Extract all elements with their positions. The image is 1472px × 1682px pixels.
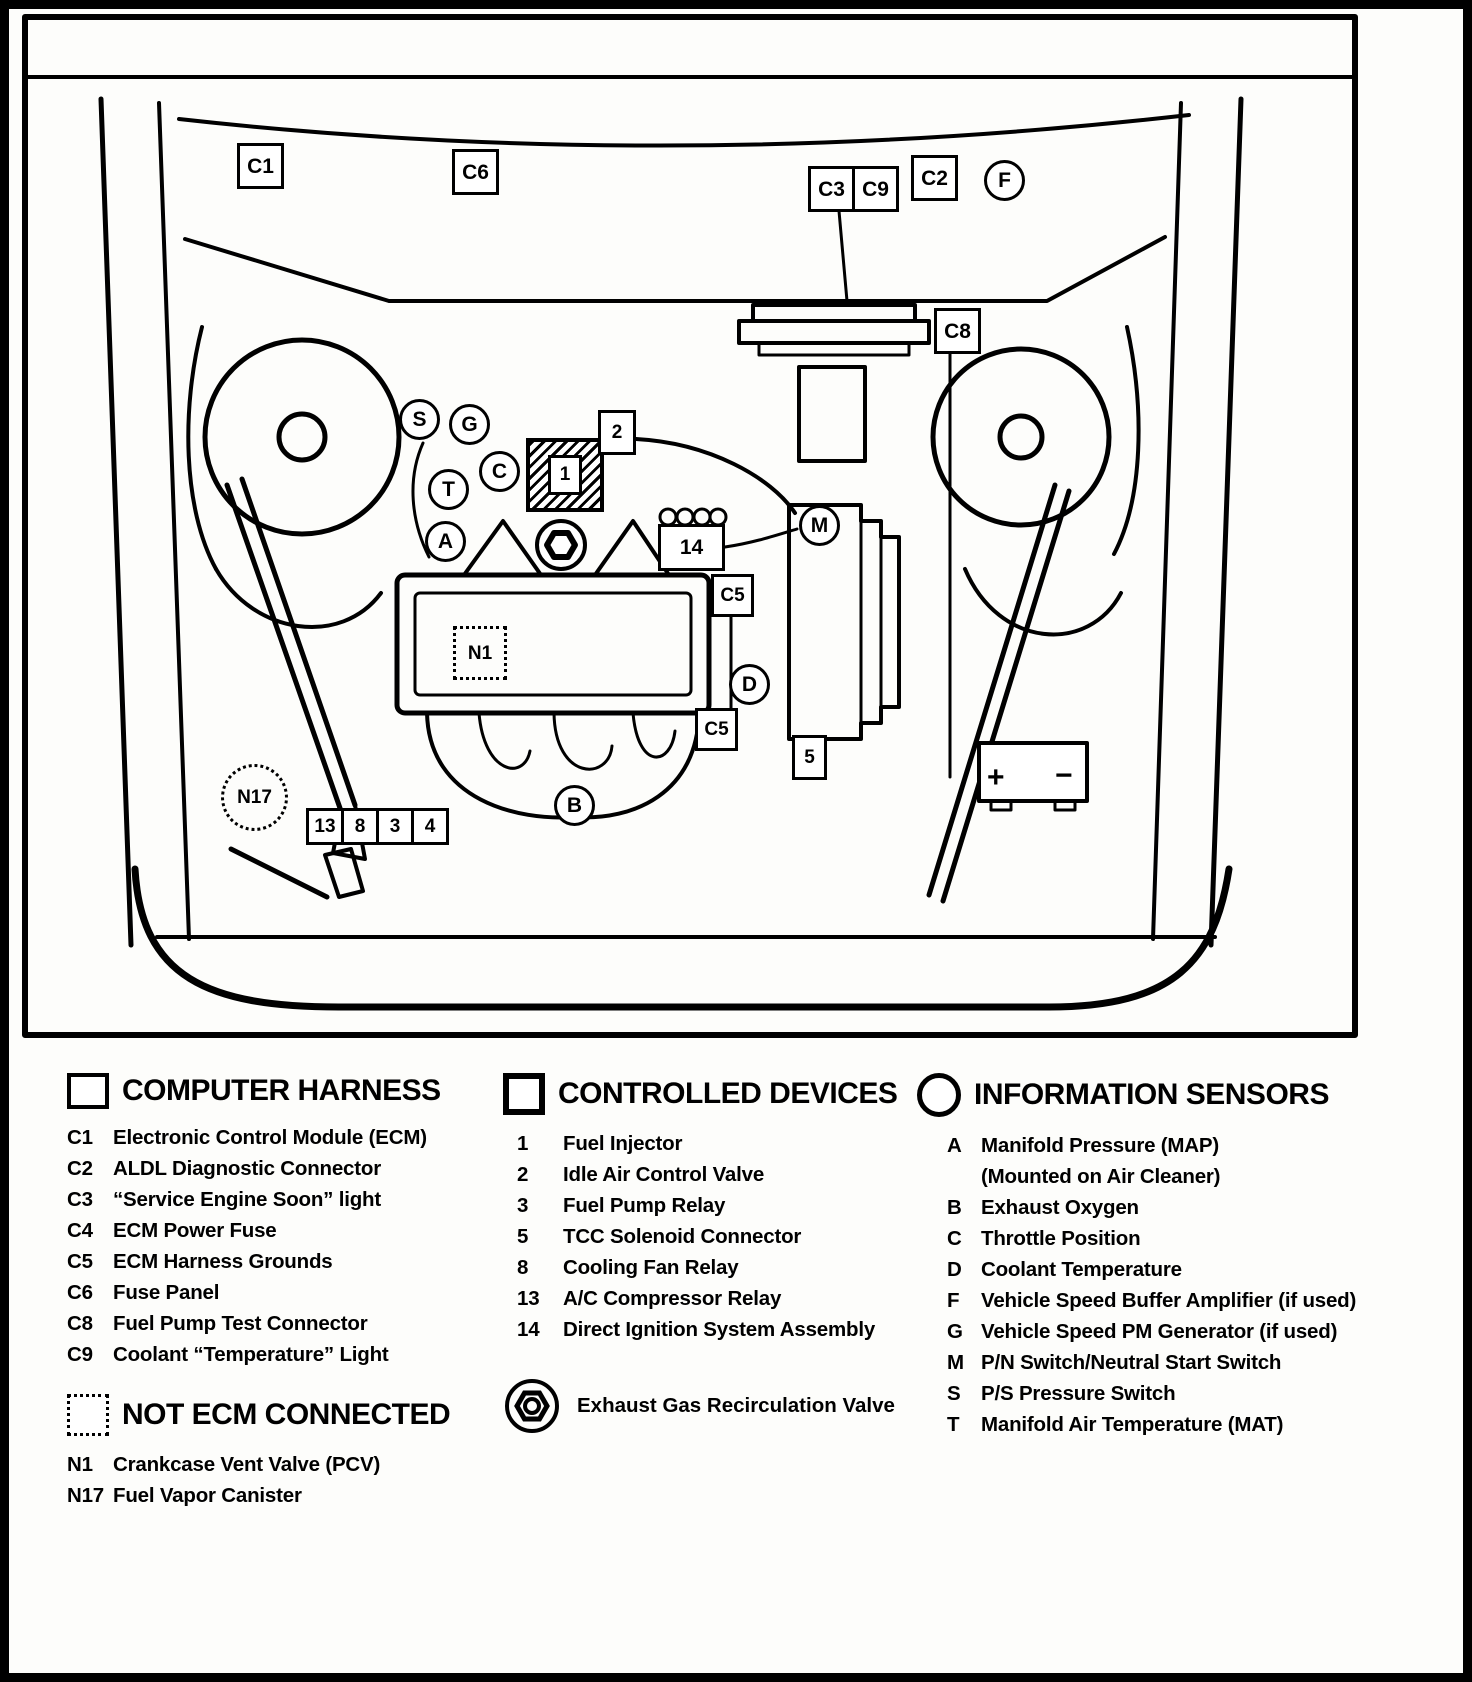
dis-assembly-bolts	[660, 509, 726, 525]
legend-item-key: 2	[517, 1163, 529, 1186]
legend-item	[947, 1316, 1377, 1347]
callout-c5-lower-box: C5	[695, 708, 738, 751]
callout-c6-box: C6	[452, 149, 499, 195]
legend-item-label: Idle Air Control Valve	[563, 1163, 765, 1186]
legend-computer-harness	[67, 1073, 497, 1511]
legend-item	[517, 1221, 913, 1252]
callout-c1-box: C1	[237, 143, 284, 189]
information-sensors-items	[947, 1130, 1377, 1440]
legend-item-key: 13	[517, 1287, 540, 1310]
legend-item	[517, 1314, 913, 1345]
legend-item-key: C	[947, 1227, 962, 1250]
legend-item-key: C3	[67, 1188, 93, 1211]
left-wheel-housing	[188, 327, 399, 859]
legend-item	[67, 1277, 497, 1308]
legend-item-key: 1	[517, 1132, 529, 1155]
legend-item-label: Fuel Vapor Canister	[113, 1484, 302, 1507]
legend-item-label: Fuel Pump Test Connector	[113, 1312, 368, 1335]
not-ecm-header	[67, 1394, 497, 1436]
callout-n17-dotted-circle: N17	[221, 764, 288, 831]
legend-item	[517, 1159, 913, 1190]
legend-item	[947, 1285, 1377, 1316]
legend-item	[517, 1190, 913, 1221]
legend-item	[947, 1378, 1377, 1409]
computer-harness-items	[67, 1122, 497, 1370]
callout-8-box: 8	[341, 808, 379, 845]
legend-item-key: S	[947, 1382, 961, 1405]
legend-item	[947, 1223, 1377, 1254]
callout-c8-box: C8	[934, 308, 981, 354]
legend-item-line2: (Mounted on Air Cleaner)	[981, 1165, 1221, 1188]
callout-n1-dotted-box: N1	[453, 626, 507, 680]
legend-item-label: Vehicle Speed PM Generator (if used)	[981, 1320, 1338, 1343]
legend-item-key: 3	[517, 1194, 529, 1217]
legend-item	[517, 1128, 913, 1159]
legend-item	[947, 1192, 1377, 1223]
legend-item-label: Fuel Pump Relay	[563, 1194, 726, 1217]
legend-item	[947, 1254, 1377, 1285]
legend-item-label: Coolant “Temperature” Light	[113, 1343, 389, 1366]
legend-item-key: N17	[67, 1484, 105, 1507]
legend-item-label: Fuel Injector	[563, 1132, 683, 1155]
legend-item-label	[981, 1130, 1373, 1192]
callout-1-hatched-box	[526, 438, 604, 512]
legend-item-label: ECM Power Fuse	[113, 1219, 277, 1242]
controlled-devices-title: CONTROLLED DEVICES	[558, 1077, 898, 1110]
legend-item-label: Throttle Position	[981, 1227, 1141, 1250]
information-sensors-header	[917, 1073, 1377, 1117]
callout-g-circle: G	[449, 404, 490, 445]
legend-item-key: G	[947, 1320, 963, 1343]
legend-item-key: A	[947, 1134, 962, 1157]
legend	[9, 1049, 1472, 1682]
legend-item-key: N1	[67, 1453, 93, 1476]
legend-item-label: P/S Pressure Switch	[981, 1382, 1176, 1405]
legend-item	[67, 1339, 497, 1370]
legend-item	[67, 1122, 497, 1153]
callout-c9-box: C9	[852, 166, 899, 212]
legend-item	[67, 1215, 497, 1246]
legend-item-label: TCC Solenoid Connector	[563, 1225, 802, 1248]
legend-item	[947, 1347, 1377, 1378]
not-ecm-items	[67, 1449, 497, 1511]
egr-legend-label: Exhaust Gas Recirculation Valve	[577, 1394, 895, 1417]
egr-valve-symbol	[537, 521, 585, 569]
air-intake-assembly	[739, 305, 929, 461]
legend-item-key: M	[947, 1351, 964, 1374]
callout-a-circle: A	[425, 521, 466, 562]
legend-item	[67, 1246, 497, 1277]
legend-item-key: 8	[517, 1256, 529, 1279]
legend-item-key: C5	[67, 1250, 93, 1273]
legend-item-key: 5	[517, 1225, 529, 1248]
legend-item-label: Direct Ignition System Assembly	[563, 1318, 876, 1341]
controlled-devices-items	[517, 1128, 913, 1345]
legend-item-key: C2	[67, 1157, 93, 1180]
legend-item-label: Manifold Air Temperature (MAT)	[981, 1413, 1284, 1436]
egr-legend-row	[503, 1377, 913, 1435]
engine-compartment-diagram	[9, 9, 1472, 1049]
legend-item-key: D	[947, 1258, 962, 1281]
legend-item-key: C6	[67, 1281, 93, 1304]
callout-t-circle: T	[428, 469, 469, 510]
legend-item-key: C9	[67, 1343, 93, 1366]
legend-item-label: ECM Harness Grounds	[113, 1250, 333, 1273]
computer-harness-header	[67, 1073, 497, 1109]
legend-item-key: B	[947, 1196, 962, 1219]
legend-item-label: “Service Engine Soon” light	[113, 1188, 381, 1211]
legend-item-label: Coolant Temperature	[981, 1258, 1182, 1281]
legend-item	[67, 1153, 497, 1184]
harness-square-icon	[67, 1073, 109, 1109]
callout-5-box: 5	[792, 735, 827, 780]
callout-c-circle: C	[479, 451, 520, 492]
callout-f-circle: F	[984, 160, 1025, 201]
legend-item	[67, 1480, 497, 1511]
legend-item	[67, 1449, 497, 1480]
callout-c3-box: C3	[808, 166, 855, 212]
battery-plus-terminal: +	[987, 761, 1005, 794]
legend-controlled-devices	[503, 1073, 913, 1435]
callout-d-circle: D	[729, 664, 770, 705]
not-ecm-title: NOT ECM CONNECTED	[122, 1398, 451, 1431]
legend-item-key: T	[947, 1413, 960, 1436]
controlled-devices-header	[503, 1073, 913, 1115]
legend-item	[947, 1409, 1377, 1440]
legend-item-key: 14	[517, 1318, 540, 1341]
legend-item-label: Vehicle Speed Buffer Amplifier (if used)	[981, 1289, 1357, 1312]
legend-item	[517, 1283, 913, 1314]
legend-item-label: ALDL Diagnostic Connector	[113, 1157, 381, 1180]
legend-item-line1: Manifold Pressure (MAP)	[981, 1134, 1220, 1157]
legend-item-label: Fuse Panel	[113, 1281, 220, 1304]
legend-item-key: F	[947, 1289, 960, 1312]
callout-2-box: 2	[598, 410, 636, 455]
legend-item-label: P/N Switch/Neutral Start Switch	[981, 1351, 1282, 1374]
legend-item-label: Exhaust Oxygen	[981, 1196, 1139, 1219]
legend-item-label: Cooling Fan Relay	[563, 1256, 739, 1279]
legend-item-label: Electronic Control Module (ECM)	[113, 1126, 427, 1149]
callout-c5-upper-box: C5	[711, 574, 754, 617]
legend-information-sensors	[917, 1073, 1377, 1440]
legend-item-label: Crankcase Vent Valve (PCV)	[113, 1453, 381, 1476]
sensor-circle-icon	[917, 1073, 961, 1117]
callout-3-box: 3	[376, 808, 414, 845]
battery-minus-terminal: −	[1055, 759, 1073, 792]
callout-4-box: 4	[411, 808, 449, 845]
callout-13-box: 13	[306, 808, 344, 845]
callout-s-circle: S	[399, 399, 440, 440]
callout-1-label: 1	[548, 455, 582, 495]
egr-valve-icon	[503, 1377, 561, 1435]
legend-item	[947, 1130, 1377, 1192]
legend-item-key: C1	[67, 1126, 93, 1149]
information-sensors-title: INFORMATION SENSORS	[974, 1078, 1329, 1111]
right-wheel-housing	[929, 321, 1139, 901]
callout-b-circle: B	[554, 785, 595, 826]
bold-square-icon	[503, 1073, 545, 1115]
legend-item-key: C4	[67, 1219, 93, 1242]
callout-c2-box: C2	[911, 155, 958, 201]
legend-item-label: A/C Compressor Relay	[563, 1287, 782, 1310]
dotted-square-icon	[67, 1394, 109, 1436]
callout-14-box: 14	[658, 524, 725, 571]
legend-item-key: C8	[67, 1312, 93, 1335]
legend-item	[67, 1184, 497, 1215]
engine-bay-line-art	[9, 9, 1472, 1049]
callout-m-circle: M	[799, 505, 840, 546]
legend-item	[517, 1252, 913, 1283]
legend-item	[67, 1308, 497, 1339]
computer-harness-title: COMPUTER HARNESS	[122, 1074, 441, 1107]
